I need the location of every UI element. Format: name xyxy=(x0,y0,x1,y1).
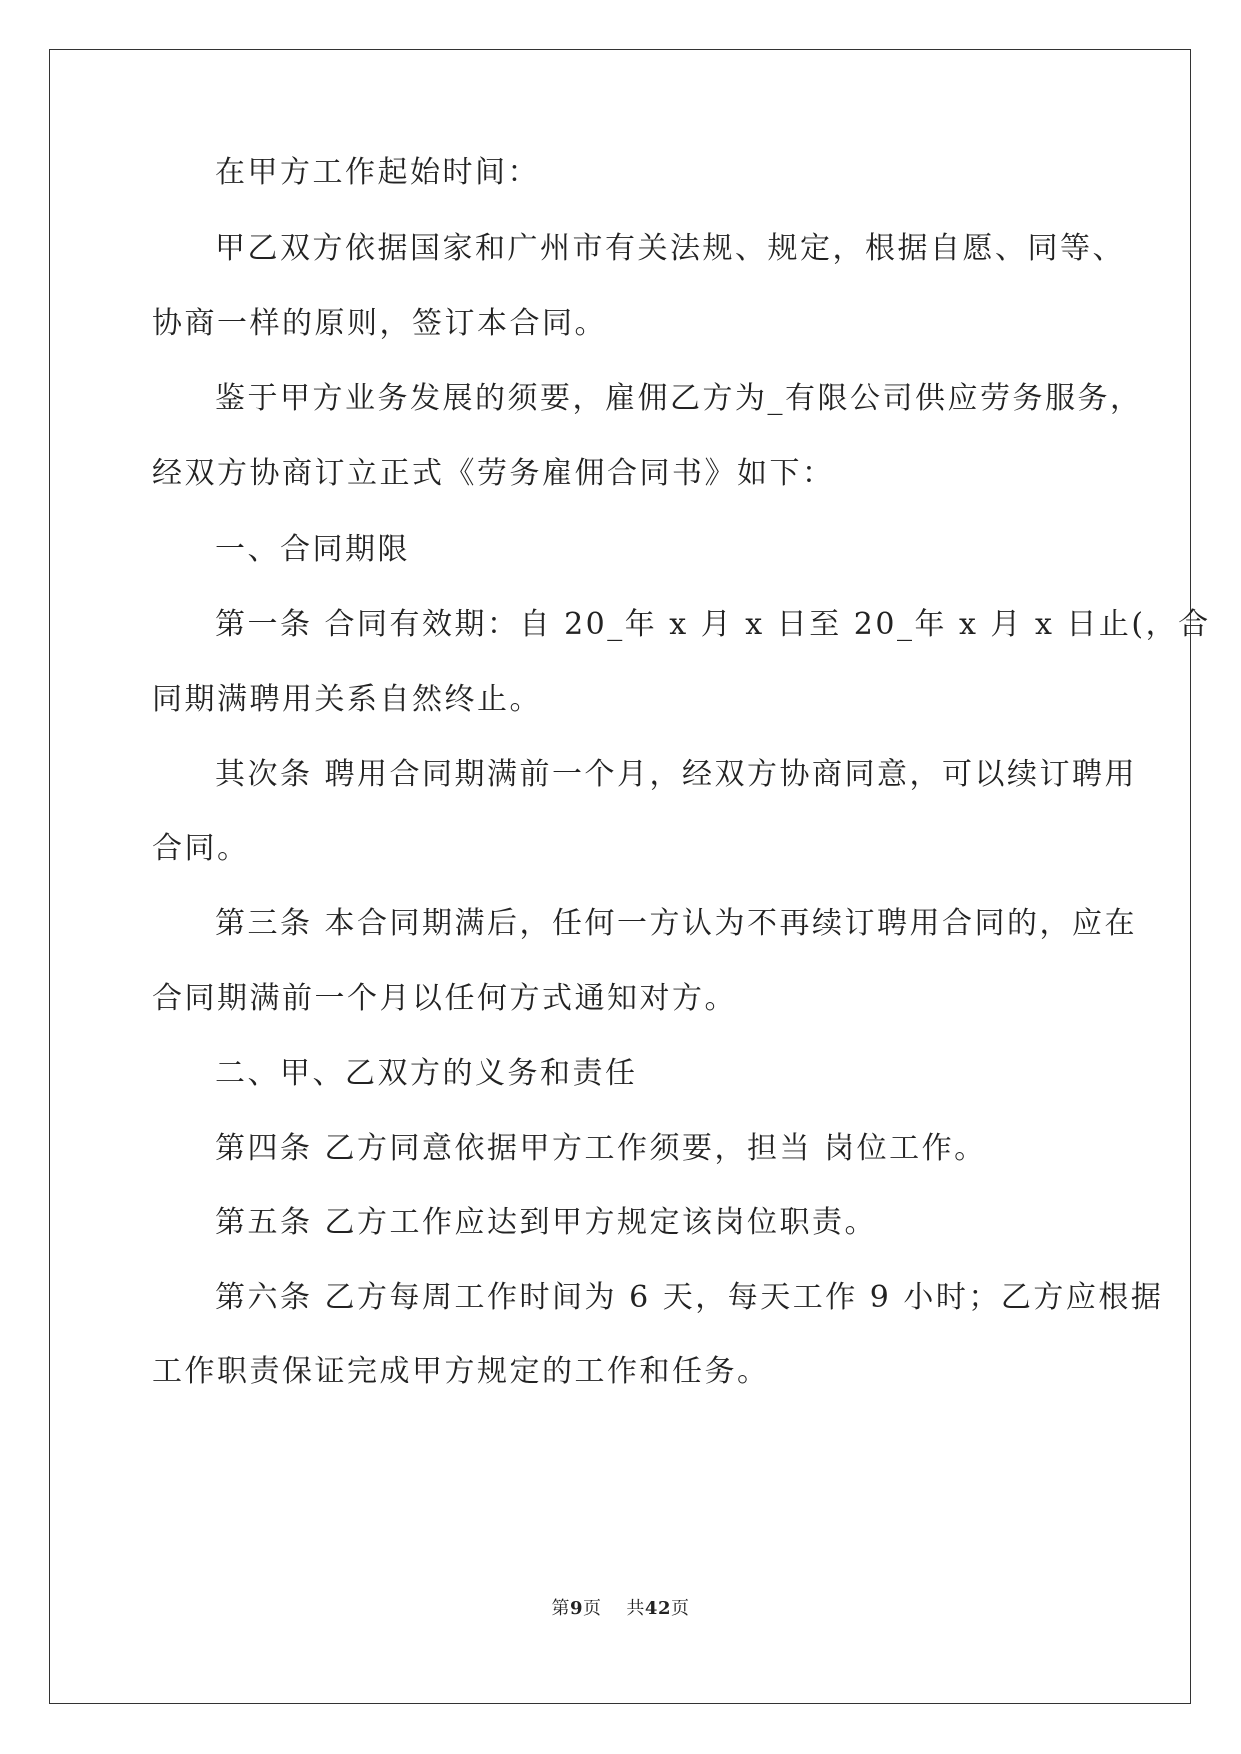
footer-suffix: 页 xyxy=(670,1598,690,1619)
paragraph-line: 合同。 xyxy=(152,831,250,866)
paragraph-line: 其次条 聘用合同期满前一个月，经双方协商同意，可以续订聘用 xyxy=(215,757,1138,792)
current-page-number: 9 xyxy=(570,1598,584,1619)
section-heading: 一、合同期限 xyxy=(215,532,410,567)
paragraph-line: 经双方协商订立正式《劳务雇佣合同书》如下： xyxy=(152,456,835,491)
paragraph-line: 工作职责保证完成甲方规定的工作和任务。 xyxy=(152,1354,770,1389)
paragraph-line: 协商一样的原则，签订本合同。 xyxy=(152,306,607,341)
footer-middle: 页 共 xyxy=(583,1598,645,1619)
paragraph-line: 鉴于甲方业务发展的须要，雇佣乙方为_有限公司供应劳务服务， xyxy=(215,381,1143,416)
paragraph-line: 第五条 乙方工作应达到甲方规定该岗位职责。 xyxy=(215,1205,878,1240)
paragraph-line: 第三条 本合同期满后，任何一方认为不再续订聘用合同的，应在 xyxy=(215,906,1138,941)
total-page-count: 42 xyxy=(644,1598,671,1619)
paragraph-line: 第一条 合同有效期：自 20_年 x 月 x 日至 20_年 x 月 x 日止(，合 xyxy=(215,607,1211,642)
footer-prefix: 第 xyxy=(551,1598,570,1619)
page-border xyxy=(49,49,1191,1704)
paragraph-line: 甲乙双方依据国家和广州市有关法规、规定，根据自愿、同等、 xyxy=(215,231,1125,266)
paragraph-line: 第四条 乙方同意依据甲方工作须要，担当 岗位工作。 xyxy=(215,1131,987,1166)
paragraph-line: 在甲方工作起始时间： xyxy=(215,155,540,190)
section-heading: 二、甲、乙双方的义务和责任 xyxy=(215,1056,638,1091)
paragraph-line: 第六条 乙方每周工作时间为 6 天，每天工作 9 小时；乙方应根据 xyxy=(215,1280,1164,1315)
paragraph-line: 同期满聘用关系自然终止。 xyxy=(152,682,542,717)
paragraph-line: 合同期满前一个月以任何方式通知对方。 xyxy=(152,981,737,1016)
page-number-footer xyxy=(0,1597,1241,1621)
